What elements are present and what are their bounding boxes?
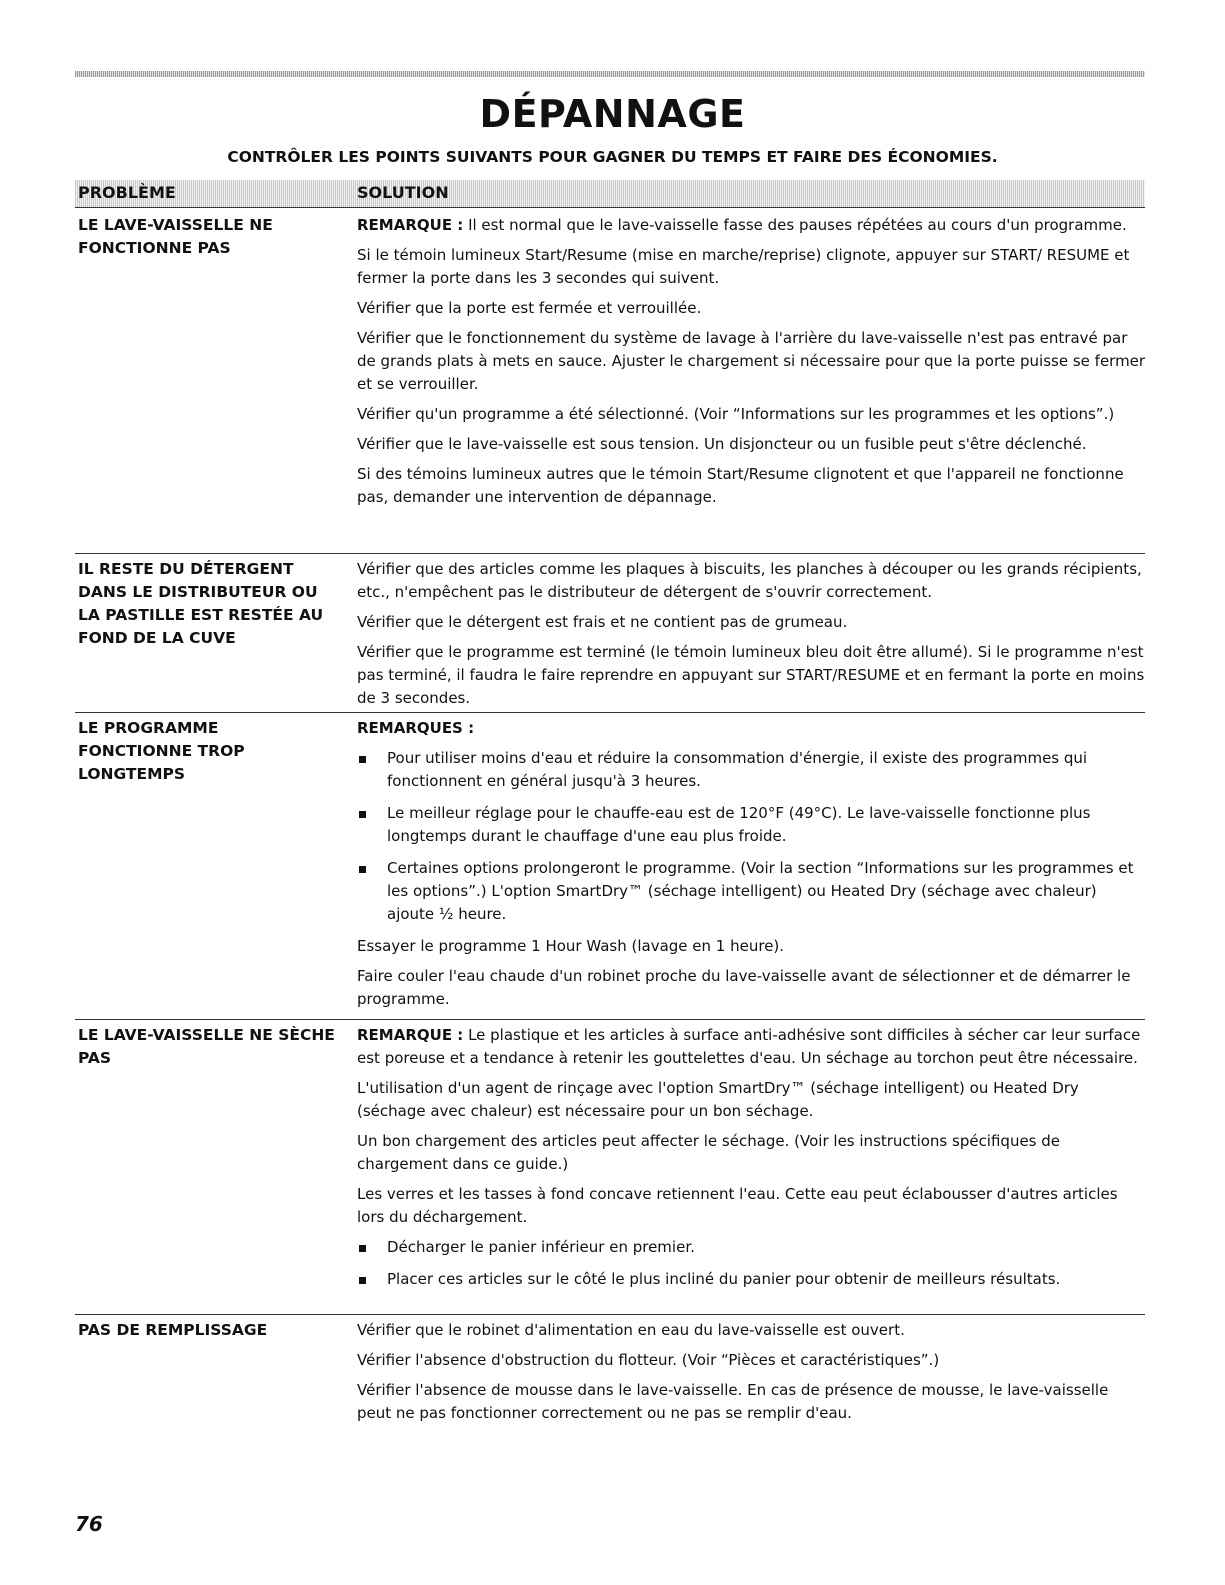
solution-paragraph bbox=[357, 641, 1147, 710]
solution-paragraph bbox=[357, 1349, 1147, 1372]
header-solution: SOLUTION bbox=[357, 183, 449, 202]
solution-text: Vérifier que le fonctionnement du système de lavage à l'arrière du lave-vaisselle n'est pas entravé par de grands plats à mets en sauce. Ajuster le chargement si nécessaire pour que la porte puisse se fermer et se verrouiller. bbox=[357, 329, 1146, 393]
solution-text: Les verres et les tasses à fond concave retiennent l'eau. Cette eau peut éclabousser d'autres articles lors du déchargement. bbox=[357, 1185, 1118, 1226]
top-rule bbox=[75, 71, 1145, 77]
solution-text: Vérifier que la porte est fermée et verrouillée. bbox=[357, 299, 702, 317]
solution-paragraph bbox=[357, 1319, 1147, 1342]
solution-text: Si des témoins lumineux autres que le témoin Start/Resume clignotent et que l'appareil ne fonctionne pas, demander une intervention de dépannage. bbox=[357, 465, 1124, 506]
solution-text: Pour utiliser moins d'eau et réduire la consommation d'énergie, il existe des programmes qui fonctionnent en général jusqu'à 3 heures. bbox=[387, 749, 1088, 790]
solution-text: Si le témoin lumineux Start/Resume (mise en marche/reprise) clignote, appuyer sur START/ RESUME et fermer la porte dans les 3 secondes qui suivent. bbox=[357, 246, 1130, 287]
solution-text: Vérifier que le détergent est frais et ne contient pas de grumeau. bbox=[357, 613, 848, 631]
remark-label: REMARQUES : bbox=[357, 719, 475, 737]
solution-text: Vérifier l'absence d'obstruction du flotteur. (Voir “Pièces et caractéristiques”.) bbox=[357, 1351, 940, 1369]
solution-paragraph bbox=[357, 935, 1147, 958]
solution-paragraph bbox=[357, 297, 1147, 320]
solution-paragraph bbox=[357, 558, 1147, 604]
solution-text: Vérifier que le robinet d'alimentation en eau du lave-vaisselle est ouvert. bbox=[357, 1321, 905, 1339]
page-title: DÉPANNAGE bbox=[479, 92, 746, 136]
solution-cell bbox=[357, 717, 1147, 1018]
problem-label: IL RESTE DU DÉTERGENT DANS LE DISTRIBUTEUR OU LA PASTILLE EST RESTÉE AU FOND DE LA CUVE bbox=[78, 560, 324, 647]
solution-paragraph bbox=[357, 1130, 1147, 1176]
remark-label: REMARQUE : bbox=[357, 216, 464, 234]
problem-label: LE PROGRAMME FONCTIONNE TROP LONGTEMPS bbox=[78, 719, 245, 783]
table-row bbox=[75, 1019, 1145, 1288]
solution-text: L'utilisation d'un agent de rinçage avec l'option SmartDry™ (séchage intelligent) ou Heated Dry (séchage avec chaleur) est nécessaire pour un bon séchage. bbox=[357, 1079, 1079, 1120]
table-row bbox=[75, 1314, 1145, 1422]
solution-text: Vérifier que le programme est terminé (le témoin lumineux bleu doit être allumé). Si le programme n'est pas terminé, il faudra le faire reprendre en appuyant sur START/RESUME et en fermant la porte en moins de 3 secondes. bbox=[357, 643, 1145, 707]
bullet-square-icon bbox=[359, 1277, 366, 1284]
solution-cell bbox=[357, 558, 1147, 717]
solution-cell bbox=[357, 1024, 1147, 1300]
solution-text: Vérifier que le lave-vaisselle est sous tension. Un disjoncteur ou un fusible peut s'être déclenché. bbox=[357, 435, 1087, 453]
solution-paragraph bbox=[357, 1077, 1147, 1123]
solution-text: Vérifier qu'un programme a été sélectionné. (Voir “Informations sur les programmes et les options”.) bbox=[357, 405, 1115, 423]
solution-paragraph bbox=[357, 1183, 1147, 1229]
solution-text: Certaines options prolongeront le programme. (Voir la section “Informations sur les programmes et les options”.) L'option SmartDry™ (séchage intelligent) ou Heated Dry (séchage avec chaleur) ajoute ½ heure. bbox=[387, 859, 1134, 923]
solution-bullet bbox=[357, 857, 1147, 926]
solution-text: Essayer le programme 1 Hour Wash (lavage en 1 heure). bbox=[357, 937, 785, 955]
bullet-square-icon bbox=[359, 811, 366, 818]
problem-label: LE LAVE-VAISSELLE NE FONCTIONNE PAS bbox=[78, 216, 273, 257]
solution-bullet bbox=[357, 747, 1147, 793]
solution-paragraph bbox=[357, 1024, 1147, 1070]
solution-text: Vérifier l'absence de mousse dans le lave-vaisselle. En cas de présence de mousse, le lave-vaisselle peut ne pas fonctionner correctement ou ne pas se remplir d'eau. bbox=[357, 1381, 1109, 1422]
solution-paragraph bbox=[357, 433, 1147, 456]
solution-paragraph bbox=[357, 717, 1147, 740]
solution-paragraph bbox=[357, 214, 1147, 237]
table-header bbox=[75, 180, 1145, 208]
solution-paragraph bbox=[357, 244, 1147, 290]
problem-label: LE LAVE-VAISSELLE NE SÈCHE PAS bbox=[78, 1026, 335, 1067]
solution-text: Décharger le panier inférieur en premier. bbox=[387, 1238, 695, 1256]
header-problem: PROBLÈME bbox=[78, 183, 176, 202]
solution-cell bbox=[357, 1319, 1147, 1432]
solution-text: Le meilleur réglage pour le chauffe-eau est de 120°F (49°C). Le lave-vaisselle fonctionne plus longtemps durant le chauffage d'une eau plus froide. bbox=[387, 804, 1091, 845]
bullet-square-icon bbox=[359, 866, 366, 873]
solution-text: Faire couler l'eau chaude d'un robinet proche du lave-vaisselle avant de sélectionner et de démarrer le programme. bbox=[357, 967, 1131, 1008]
solution-text: Placer ces articles sur le côté le plus incliné du panier pour obtenir de meilleurs résultats. bbox=[387, 1270, 1061, 1288]
solution-text: Il est normal que le lave-vaisselle fasse des pauses répétées au cours d'un programme. bbox=[463, 216, 1127, 234]
table-row bbox=[75, 553, 1145, 707]
solution-text: Un bon chargement des articles peut affecter le séchage. (Voir les instructions spécifiques de chargement dans ce guide.) bbox=[357, 1132, 1061, 1173]
solution-paragraph bbox=[357, 965, 1147, 1011]
remark-label: REMARQUE : bbox=[357, 1026, 464, 1044]
page-number: 76 bbox=[75, 1512, 103, 1536]
solution-paragraph bbox=[357, 1379, 1147, 1425]
solution-text: Le plastique et les articles à surface anti-adhésive sont difficiles à sécher car leur surface est poreuse et a tendance à retenir les gouttelettes d'eau. Un séchage au torchon peut être nécessaire. bbox=[357, 1026, 1141, 1067]
solution-paragraph bbox=[357, 463, 1147, 509]
solution-bullet bbox=[357, 1236, 1147, 1259]
table-row bbox=[75, 712, 1145, 1008]
bullet-square-icon bbox=[359, 1245, 366, 1252]
solution-paragraph bbox=[357, 611, 1147, 634]
solution-text: Vérifier que des articles comme les plaques à biscuits, les planches à découper ou les grands récipients, etc., n'empêchent pas le distributeur de détergent de s'ouvrir correctement. bbox=[357, 560, 1142, 601]
solution-bullet bbox=[357, 1268, 1147, 1291]
solution-paragraph bbox=[357, 327, 1147, 396]
problem-label: PAS DE REMPLISSAGE bbox=[78, 1321, 268, 1339]
solution-paragraph bbox=[357, 403, 1147, 426]
page-subtitle: CONTRÔLER LES POINTS SUIVANTS POUR GAGNER DU TEMPS ET FAIRE DES ÉCONOMIES. bbox=[227, 148, 998, 166]
solution-cell bbox=[357, 214, 1147, 516]
solution-bullet bbox=[357, 802, 1147, 848]
bullet-square-icon bbox=[359, 756, 366, 763]
